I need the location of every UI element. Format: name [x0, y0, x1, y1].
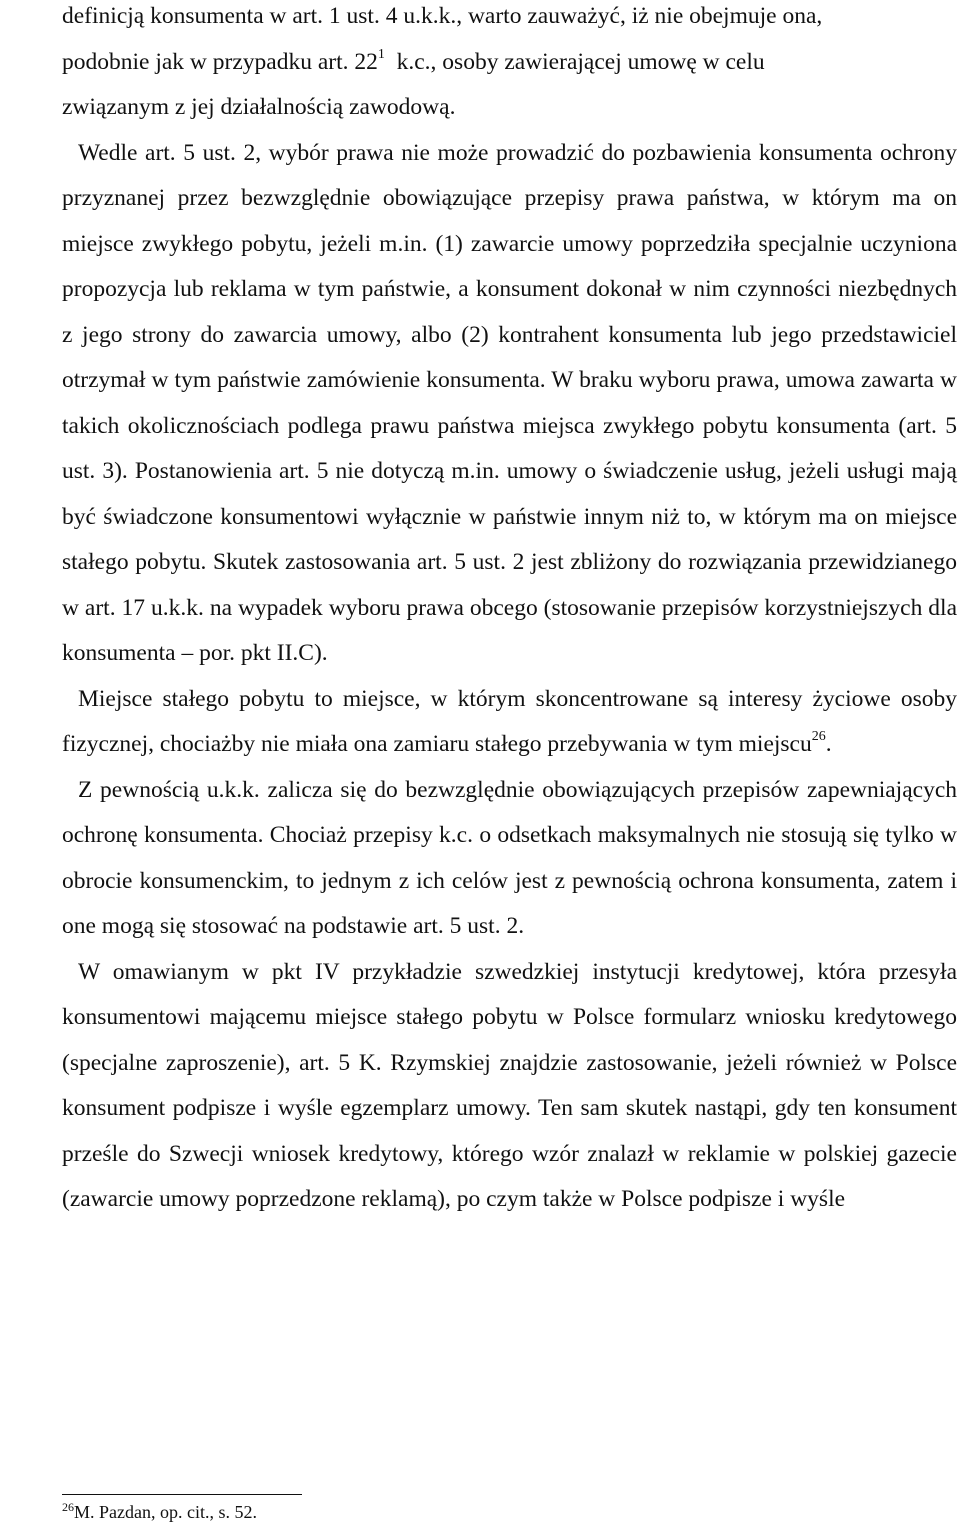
- paragraph-residence: [62, 677, 957, 768]
- footnote: [62, 1501, 257, 1525]
- line-2a: podobnie jak w przypadku art. 22: [62, 48, 378, 75]
- superscript-one: 1: [377, 46, 385, 62]
- paragraph-continuation: [62, 0, 957, 131]
- paragraph-art5: Wedle art. 5 ust. 2, wybór prawa nie może prowadzić do pozbawienia konsumenta ochrony przyznanej przez bezwzględnie obowiązujące przepisy prawa państwa, w którym ma on miejsce zwykłego pobytu, jeżeli m.in. (1) zawarcie umowy poprzedziła specjalnie uczyniona propozycja lub reklama w tym państwie, a konsument dokonał w nim czynności niezbędnych z jego strony do zawarcia umowy, albo (2) kontrahent konsumenta lub jego przedstawiciel otrzymał w tym państwie zamówienie konsumenta. W braku wyboru prawa, umowa zawarta w takich okolicznościach podlega prawu państwa miejsca zwykłego pobytu konsumenta (art. 5 ust. 3). Postanowienia art. 5 nie dotyczą m.in. umowy o świadczenie usług, jeżeli usługi mają być świadczone konsumentowi wyłącznie w państwie innym niż to, w którym ma on miejsce stałego pobytu. Skutek zastosowania art. 5 ust. 2 jest zbliżony do rozwiązania przewidzianego w art. 17 u.k.k. na wypadek wyboru prawa obcego (stosowanie przepisów korzystniejszych dla konsumenta – por. pkt II.C).: [62, 139, 957, 666]
- paragraph-mandatory-provisions: Z pewnością u.k.k. zalicza się do bezwzględnie obowiązujących przepisów zapewniających ochronę konsumenta. Chociaż przepisy k.c. o odsetkach maksymalnych nie stosują się tylko w obrocie konsumenckim, to jednym z ich celów jest z pewnością ochrona konsumenta, zatem i one mogą się stosować na podstawie art. 5 ust. 2.: [62, 776, 957, 939]
- line-1: definicją konsumenta w art. 1 ust. 4 u.k.k., warto zauważyć, iż nie obejmuje ona,: [62, 3, 823, 29]
- footnote-mark: 26: [62, 1500, 74, 1514]
- line-2b: k.c., osoby zawierającej umowę w celu: [396, 48, 765, 75]
- line-3: związanym z jej działalnością zawodową.: [62, 94, 456, 120]
- footnote-text: M. Pazdan, op. cit., s. 52.: [74, 1502, 257, 1522]
- footnote-ref-26: 26: [811, 729, 826, 744]
- residence-text: Miejsce stałego pobytu to miejsce, w którym skoncentrowane są interesy życiowe osoby fizycznej, chociażby nie miała ona zamiaru stałego przebywania w tym miejscu: [62, 685, 957, 757]
- footnote-divider: [62, 1494, 302, 1495]
- residence-text-end: .: [825, 731, 832, 757]
- document-page: [62, 0, 957, 1223]
- paragraph-swedish-example: W omawianym w pkt IV przykładzie szwedzkiej instytucji kredytowej, która przesyła konsumentowi mającemu miejsce stałego pobytu w Polsce formularz wniosku kredytowego (specjalne zaproszenie), art. 5 K. Rzymskiej znajdzie zastosowanie, jeżeli również w Polsce konsument podpisze i wyśle egzemplarz umowy. Ten sam skutek nastąpi, gdy ten konsument prześle do Szwecji wniosek kredytowy, którego wzór znalazł w reklamie w polskiej gazecie (zawarcie umowy poprzedzone reklamą), po czym także w Polsce podpisze i wyśle: [62, 958, 957, 1212]
